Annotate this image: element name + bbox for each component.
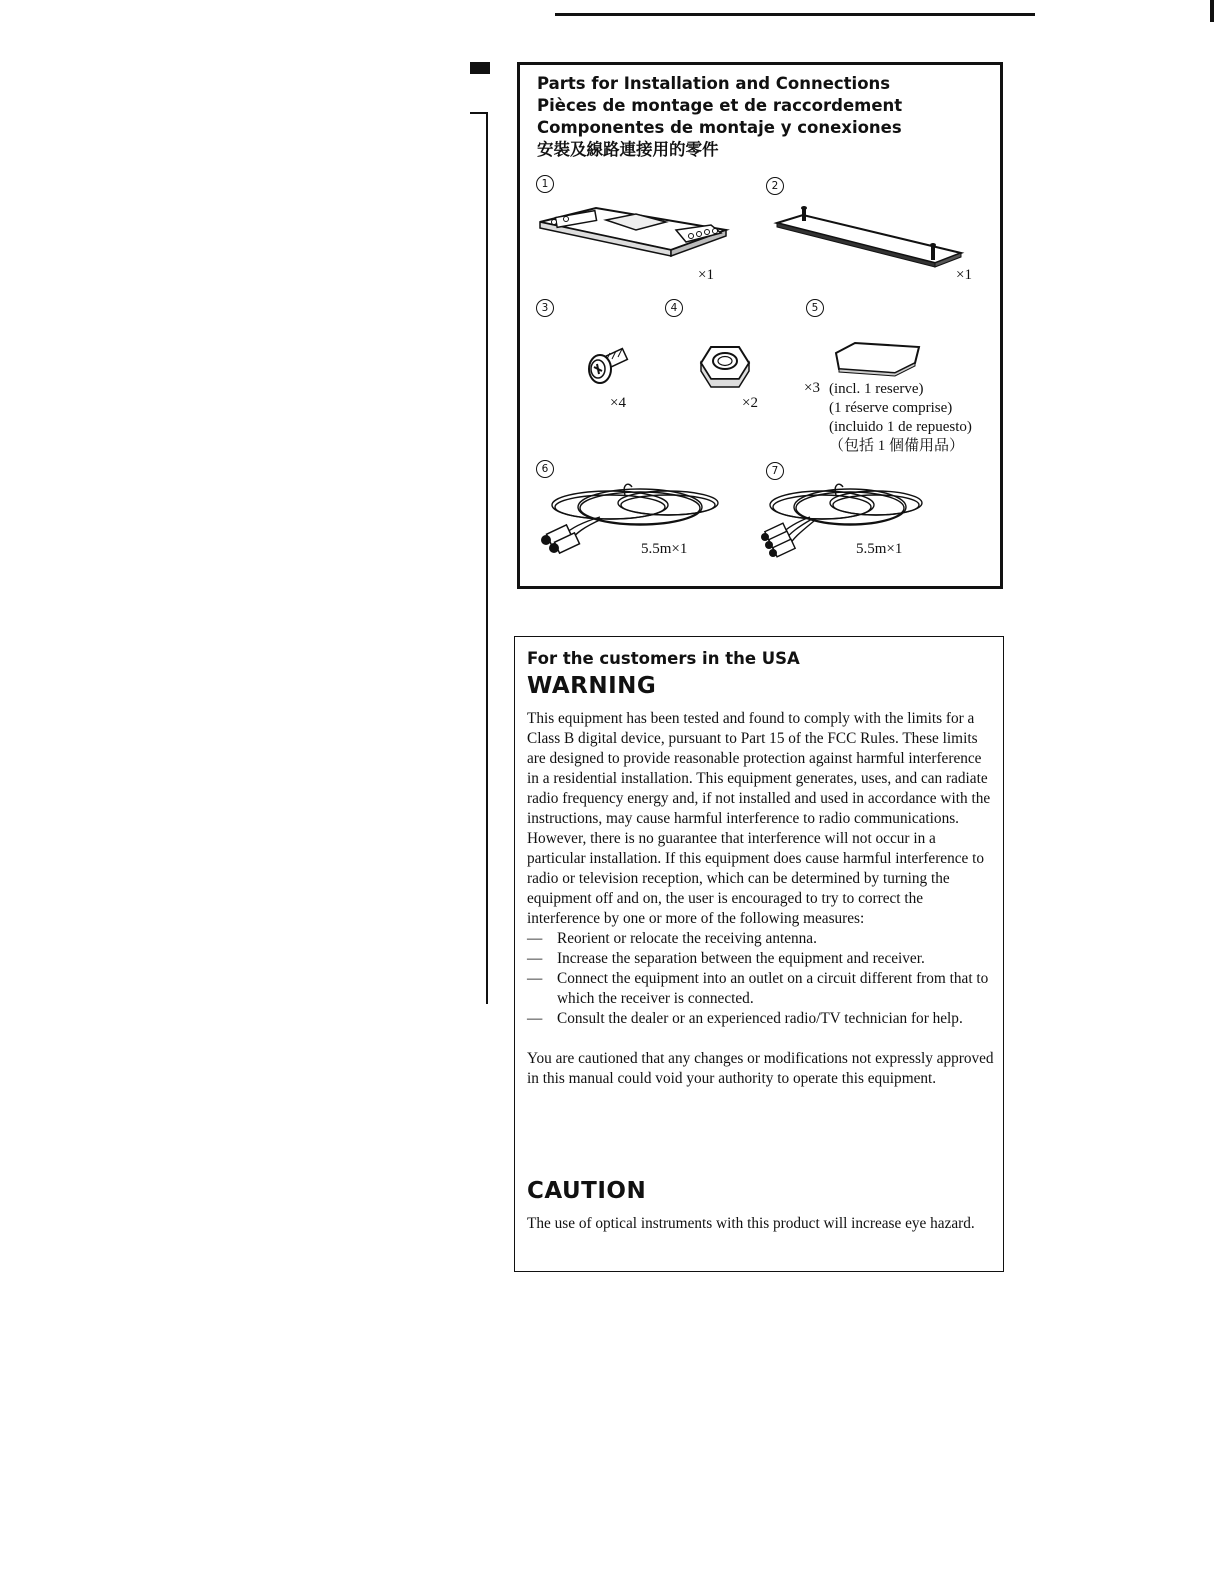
warning-paragraph: This equipment has been tested and found to comply with the limits for a Class B digital device, pursuant to Part 15 of the FCC Rules. These limits are designed to provide reasonable protection against harmful interference in a residential installation. This equipment generates, uses, and can radiate radio frequency energy and, if not installed and used in accordance with the instructions, may cause harmful interference to radio communications. However, there is no guarantee that interference will not occur in a particular installation. If this equipment does cause harmful interference to radio or television reception, which can be determined by turning the equipment off and on, the user is encouraged to try to correct the interference by one or more of the following measures: [527, 710, 991, 927]
modifications-caution-paragraph: You are cautioned that any changes or modifications not expressly approved in this manual could void your authority to operate this equipment. [527, 1050, 994, 1087]
part-quantity: 5.5m×1 [641, 541, 688, 557]
mounting-plate-icon [775, 205, 965, 270]
list-item [527, 929, 997, 949]
reserve-note-zh: （包括 1 個備用品） [829, 438, 965, 454]
part-quantity: ×3 [804, 380, 820, 396]
part-number: 5 [806, 299, 824, 317]
dash-bullet: — [527, 930, 543, 947]
caution-heading: CAUTION [527, 1178, 647, 1204]
warning-heading: WARNING [527, 673, 657, 699]
reserve-note-fr: (1 réserve comprise) [829, 400, 953, 416]
side-tab-marker [470, 62, 490, 74]
measure-text: Increase the separation between the equipment and receiver. [557, 950, 925, 967]
part-number: 2 [766, 177, 784, 195]
warning-body [527, 709, 997, 1089]
part-number: 4 [665, 299, 683, 317]
parts-title-es: Componentes de montaje y conexiones [537, 118, 902, 137]
part-quantity: ×4 [610, 395, 626, 411]
av-cable-icon [760, 477, 930, 555]
reserve-note-en: (incl. 1 reserve) [829, 381, 924, 397]
adhesive-pad-icon [833, 341, 923, 376]
fcc-notice-box [514, 636, 1004, 1272]
screw-icon [584, 347, 634, 387]
top-rule [555, 13, 1035, 16]
measures-list [527, 929, 997, 1029]
part-quantity: 5.5m×1 [856, 541, 903, 557]
audience-heading: For the customers in the USA [527, 649, 800, 668]
mounting-bracket-icon [536, 200, 731, 255]
parts-title-en: Parts for Installation and Connections [537, 74, 891, 93]
dash-bullet: — [527, 950, 543, 967]
part-number: 1 [536, 175, 554, 193]
part-quantity: ×2 [742, 395, 758, 411]
dash-bullet: — [527, 1010, 543, 1027]
list-item [527, 1009, 997, 1029]
nut-icon [695, 343, 755, 391]
part-number: 3 [536, 299, 554, 317]
part-quantity: ×1 [956, 267, 972, 283]
rca-cable-icon [540, 477, 725, 552]
corner-mark [1210, 0, 1214, 22]
list-item [527, 949, 997, 969]
measure-text: Reorient or relocate the receiving antenna. [557, 930, 817, 947]
dash-bullet: — [527, 970, 543, 987]
part-number: 7 [766, 462, 784, 480]
measure-text: Connect the equipment into an outlet on a circuit different from that to which the receiver is connected. [557, 970, 989, 1007]
part-quantity: ×1 [698, 267, 714, 283]
parts-title-fr: Pièces de montage et de raccordement [537, 96, 903, 115]
part-number: 6 [536, 460, 554, 478]
parts-box [517, 62, 1003, 589]
optical-caution-paragraph: The use of optical instruments with this product will increase eye hazard. [527, 1215, 975, 1232]
reserve-note-es: (incluido 1 de repuesto) [829, 419, 972, 435]
list-item [527, 969, 997, 1009]
measure-text: Consult the dealer or an experienced radio/TV technician for help. [557, 1010, 963, 1027]
parts-title-zh: 安裝及線路連接用的零件 [537, 140, 719, 159]
side-rule [486, 112, 488, 1004]
